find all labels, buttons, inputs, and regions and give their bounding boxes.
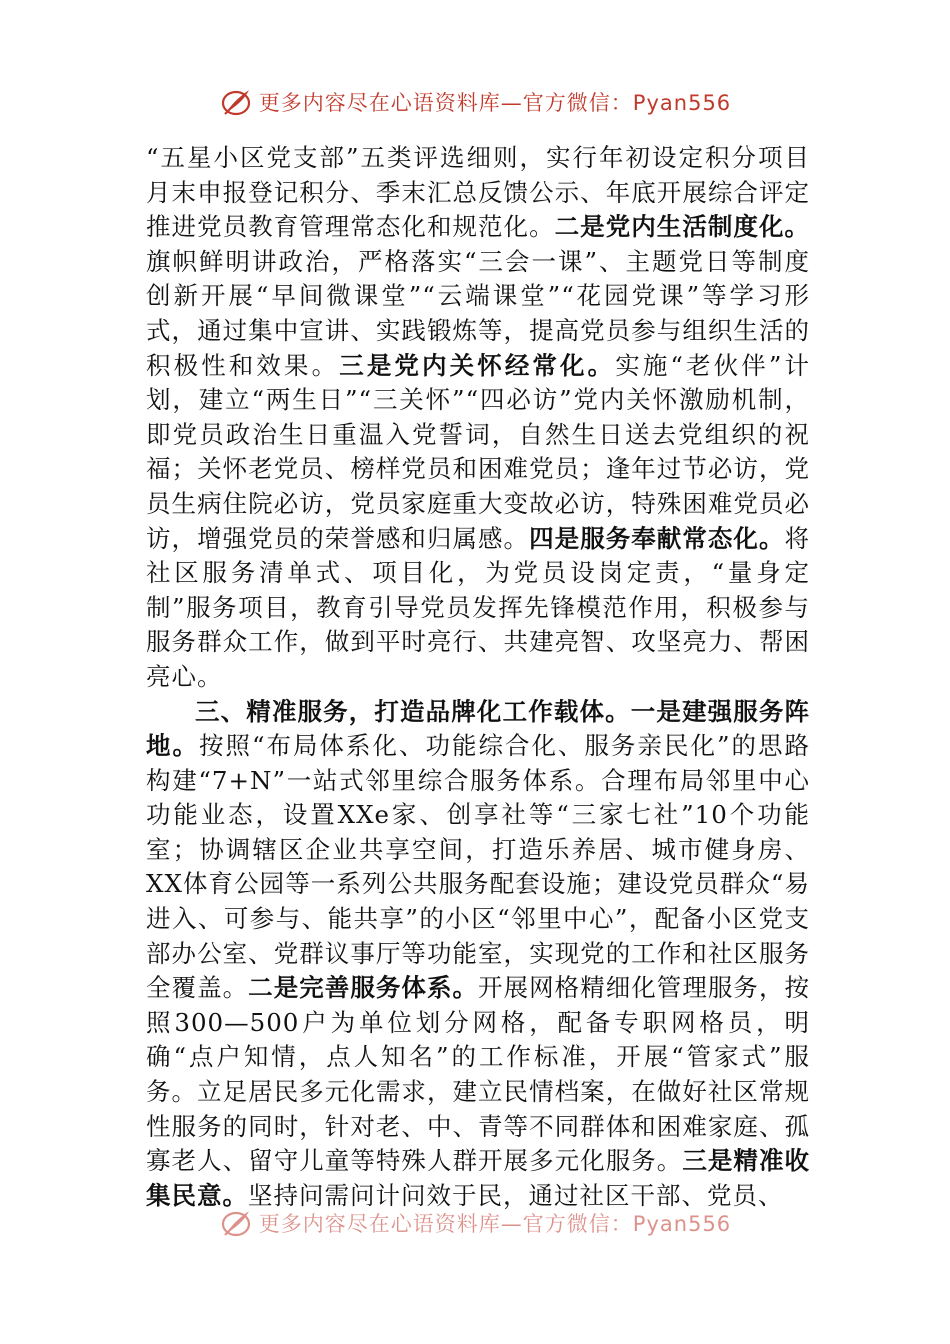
watermark-text: 更多内容尽在心语资料库—官方微信：Pyan556 <box>258 91 732 115</box>
quill-logo-icon <box>219 1206 253 1240</box>
bold-heading-run: 四是服务奉献常态化。 <box>529 523 785 553</box>
bold-heading-run: 三是党内关怀经常化。 <box>339 350 616 380</box>
text-run: 旗帜鲜明讲政治，严格落实“三会一课”、主题党日等制度创新开展“早间微课堂”“云端课堂”“花园党课”等学习形式，通过集中宣讲、实践锻炼等，提高党员参与组织生活的积极性和效果。 <box>146 246 810 380</box>
bold-heading-run: 三是精准收集民意。 <box>146 1146 811 1210</box>
watermark-text: 更多内容尽在心语资料库—官方微信：Pyan556 <box>258 1212 732 1236</box>
document-body <box>146 141 810 1213</box>
paragraph <box>146 695 810 1214</box>
bold-heading-run: 二是完善服务体系。 <box>248 973 479 1003</box>
text-run: 实施“老伙伴”计划，建立“两生日”“三关怀”“四必访”党内关怀激励机制，即党员政治生日重温入党誓词，自然生日送去党组织的祝福；关怀老党员、榜样党员和困难党员；逢年过节必访，党员生病住院必访，党员家庭重大变故必访，特殊困难党员必访，增强党员的荣誉感和归属感。 <box>146 350 810 553</box>
paragraph <box>146 141 810 695</box>
text-run: 开展网格精细化管理服务，按照300—500户为单位划分网格，配备专职网格员，明确“点户知情，点人知名”的工作标准，开展“管家式”服务。立足居民多元化需求，建立民情档案，在做好社区常规性服务的同时，针对老、中、青等不同群体和困难家庭、孤寡老人、留守儿童等特殊人群开展多元化服务。 <box>146 973 811 1176</box>
watermark-footer <box>0 1203 950 1243</box>
text-run: “五星小区党支部”五类评选细则，实行年初设定积分项目月末申报登记积分、季末汇总反馈公示、年底开展综合评定推进党员教育管理常态化和规范化。 <box>146 143 810 242</box>
bold-heading-run: 二是党内生活制度化。 <box>554 212 810 242</box>
text-run: 将社区服务清单式、项目化，为党员设岗定责，“量身定制”服务项目，教育引导党员发挥先锋模范作用，积极参与服务群众工作，做到平时亮行、共建亮智、攻坚亮力、帮困亮心。 <box>146 523 811 691</box>
text-run: 按照“布局体系化、功能综合化、服务亲民化”的思路构建“7+N”一站式邻里综合服务体系。合理布局邻里中心功能业态，设置XXe家、创享社等“三家七社”10个功能室；协调辖区企业共享空间，打造乐养居、城市健身房、XX体育公园等一系列公共服务配套设施；建设党员群众“易进入、可参与、能共享”的小区“邻里中心”，配备小区党支部办公室、党群议事厅等功能室，实现党的工作和社区服务全覆盖。 <box>146 731 810 1003</box>
quill-logo-icon <box>219 85 253 119</box>
text-run: 坚持问需问计问效于民，通过社区干部、党员、 <box>248 1180 784 1210</box>
watermark-header <box>0 82 950 122</box>
bold-heading-run: 三、精准服务，打造品牌化工作载体。一是建强服务阵地。 <box>146 696 810 761</box>
